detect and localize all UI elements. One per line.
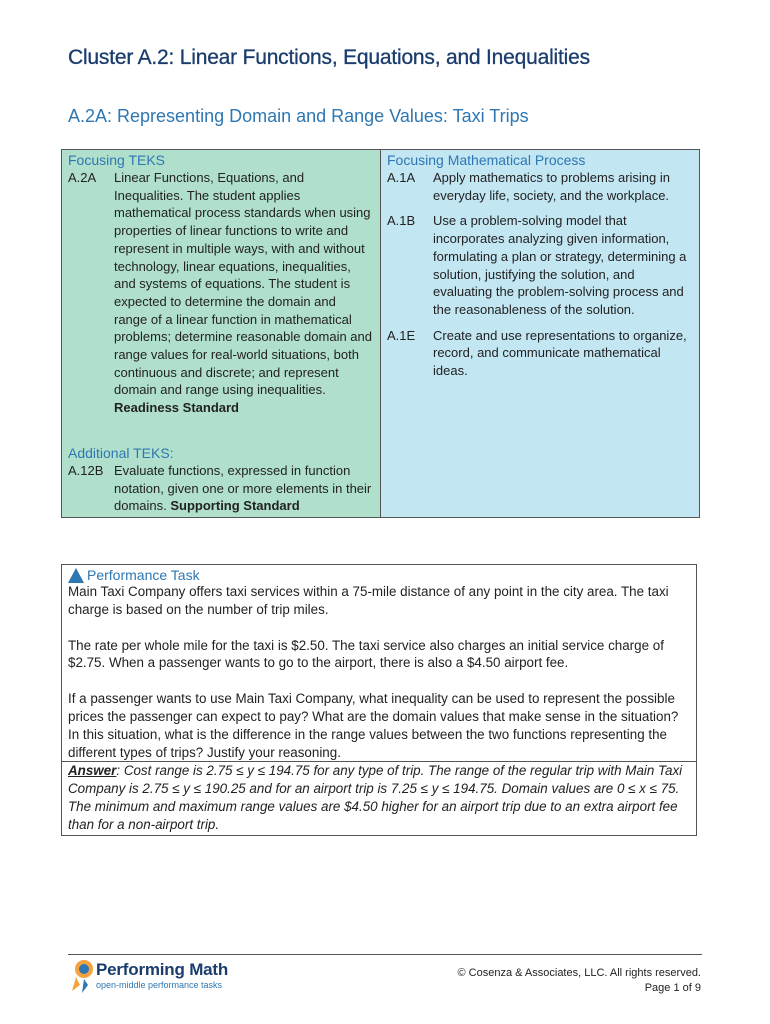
performance-task-header <box>62 565 696 583</box>
process-code: A.1B <box>387 213 416 229</box>
focusing-teks-cell <box>62 150 381 518</box>
additional-teks-code: A.12B <box>68 462 104 478</box>
teks-description: Linear Functions, Equations, and Inequalities. The student applies mathematical process standards when using properties of linear functions to write and represent in multiple ways, with and without technology, linear equations, inequalities, and systems of equations. The student is expected to determine the domain and range of a linear function in mathematical problems; determine reasonable domain and range values for real-world situations, both continuous and discrete; and represent domain and range using inequalities. <box>114 170 372 398</box>
answer-text: : Cost range is 2.75 ≤ y ≤ 194.75 for any type of trip. The range of the regular trip with Main Taxi Company is 2.75 ≤ y ≤ 190.25 and for an airport trip is 7.25 ≤ y ≤ 194.75. Domain values are 0 ≤ x ≤ 75. The minimum and maximum range values are $4.50 higher for an airport trip due to an extra airport fee than for a non-airport trip. <box>68 763 683 832</box>
process-item <box>381 327 699 380</box>
process-item <box>381 169 699 204</box>
process-heading: Focusing Mathematical Process <box>387 152 586 168</box>
process-description: Create and use representations to organize, record, and communicate mathematical ideas. <box>433 327 687 379</box>
task-paragraph: The rate per whole mile for the taxi is $2.50. The taxi service also charges an initial service charge of $2.75. When a passenger wants to go to the airport, there is also a $4.50 airport fee. <box>68 637 664 671</box>
supporting-standard-label: Supporting Standard <box>170 498 300 514</box>
page-number: Page 1 of 9 <box>644 982 701 994</box>
process-description: Apply mathematics to problems arising in everyday life, society, and the workplace. <box>433 170 670 203</box>
logo-tagline: open-middle performance tasks <box>96 980 223 990</box>
answer-label: Answer <box>68 763 117 779</box>
logo-name: Performing Math <box>96 960 229 979</box>
process-description: Use a problem-solving model that incorporates analyzing given information, formulating a plan or strategy, determining a solution, justifying the solution, and evaluating the problem-solving process and the reasonableness of the solution. <box>433 213 687 317</box>
process-code: A.1E <box>387 327 416 343</box>
process-cell <box>381 150 700 518</box>
process-item <box>381 212 699 318</box>
page-subtitle: A.2A: Representing Domain and Range Values: Taxi Trips <box>68 106 529 126</box>
copyright-text: © Cosenza & Associates, LLC. All rights reserved. <box>457 967 701 979</box>
triangle-icon <box>68 568 84 583</box>
teks-code: A.2A <box>68 170 97 185</box>
process-code: A.1A <box>387 170 416 185</box>
footer-divider <box>68 954 702 955</box>
focusing-teks-heading: Focusing TEKS <box>68 152 166 168</box>
performance-task-heading: Performance Task <box>87 567 200 583</box>
focusing-teks-item <box>62 169 380 417</box>
readiness-standard-label: Readiness Standard <box>114 400 239 416</box>
teks-table <box>61 149 700 518</box>
answer-block <box>62 761 696 834</box>
additional-teks-heading: Additional TEKS: <box>68 444 174 461</box>
page-title: Cluster A.2: Linear Functions, Equations, and Inequalities <box>68 46 590 69</box>
additional-teks-description: Evaluate functions, expressed in function notation, given one or more elements in their domains. <box>114 462 372 514</box>
task-paragraph: Main Taxi Company offers taxi services within a 75-mile distance of any point in the city area. The taxi charge is based on the number of trip miles. <box>68 584 669 617</box>
task-paragraph: If a passenger wants to use Main Taxi Company, what inequality can be used to represent the possible prices the passenger can expect to pay? What are the domain values that make sense in the situation? In this situation, what is the difference in the range values between the two functions representing the different types of trips? Justify your reasoning. <box>68 691 679 760</box>
performance-task-box <box>61 564 697 836</box>
additional-teks-item <box>62 462 380 517</box>
